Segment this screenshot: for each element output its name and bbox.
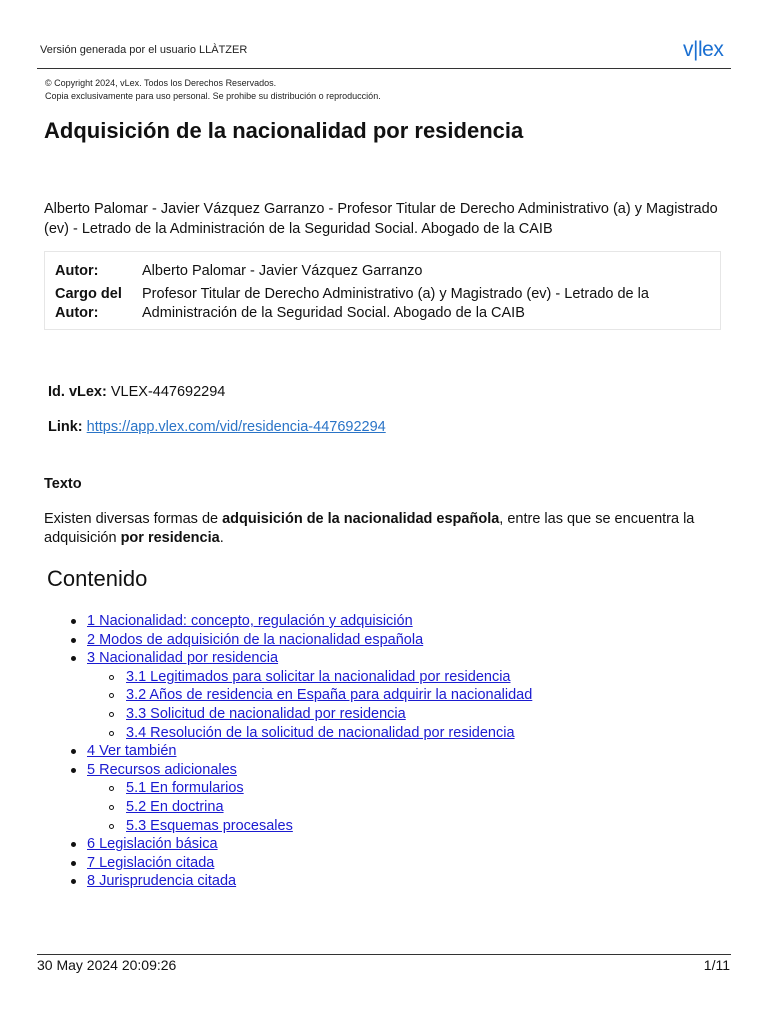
- intro-bold-2: por residencia: [120, 530, 220, 546]
- toc-item: [60, 686, 532, 705]
- header-divider: [37, 68, 731, 69]
- toc-item: [60, 872, 532, 891]
- vlex-id-label: Id. vLex:: [48, 384, 107, 400]
- toc-item: [60, 649, 532, 668]
- toc-link[interactable]: 5.3 Esquemas procesales: [126, 817, 293, 834]
- toc-item: [60, 612, 532, 631]
- bullet-icon: [71, 861, 76, 866]
- footer-divider: [37, 954, 731, 955]
- hollow-bullet-icon: [109, 693, 114, 698]
- intro-text-2: , entre las que se encuentra la adquisición: [44, 511, 695, 546]
- toc-item: [60, 631, 532, 650]
- vlex-id-line: [48, 384, 225, 400]
- toc-item: [60, 798, 532, 817]
- texto-heading: Texto: [44, 476, 82, 492]
- intro-text-3: .: [219, 530, 224, 546]
- footer-timestamp: 30 May 2024 20:09:26: [37, 957, 177, 973]
- bullet-icon: [71, 768, 76, 773]
- intro-paragraph: [44, 510, 724, 548]
- toc-item: [60, 854, 532, 873]
- toc-item: [60, 724, 532, 743]
- toc-link[interactable]: 2 Modos de adquisición de la nacionalidad española: [87, 631, 424, 648]
- table-of-contents: [60, 612, 532, 891]
- vlex-logo[interactable]: [683, 38, 723, 62]
- contenido-heading: Contenido: [47, 566, 148, 591]
- bullet-icon: [71, 619, 76, 624]
- hollow-bullet-icon: [109, 805, 114, 810]
- page-number: 1/11: [703, 957, 730, 973]
- toc-link[interactable]: 5.2 En doctrina: [126, 798, 224, 815]
- bullet-icon: [71, 656, 76, 661]
- intro-bold-1: adquisición de la nacionalidad española: [222, 511, 500, 527]
- hollow-bullet-icon: [109, 712, 114, 717]
- author-position-label: Cargo del Autor:: [55, 286, 122, 321]
- toc-link[interactable]: 8 Jurisprudencia citada: [87, 873, 237, 890]
- copyright-line-2: Copia exclusivamente para uso personal. Se prohibe su distribución o reproducción.: [45, 91, 381, 101]
- toc-item: [60, 817, 532, 836]
- bullet-icon: [71, 879, 76, 884]
- author-value: Alberto Palomar - Javier Vázquez Garranzo: [142, 263, 423, 279]
- document-title: Adquisición de la nacionalidad por residencia: [44, 118, 524, 143]
- bullet-icon: [71, 638, 76, 643]
- toc-link[interactable]: 5 Recursos adicionales: [87, 761, 237, 778]
- toc-link[interactable]: 6 Legislación básica: [87, 836, 218, 853]
- vlex-id-value: VLEX-447692294: [110, 384, 226, 400]
- logo-bar: |: [693, 38, 698, 61]
- toc-item: [60, 742, 532, 761]
- toc-link[interactable]: 4 Ver también: [87, 743, 177, 760]
- toc-link[interactable]: 7 Legislación citada: [87, 854, 215, 871]
- toc-item: [60, 835, 532, 854]
- author-label: Autor:: [55, 263, 99, 279]
- hollow-bullet-icon: [109, 675, 114, 680]
- generated-by-text: Versión generada por el usuario LLÀTZER: [40, 44, 248, 56]
- document-link-line: [48, 419, 386, 435]
- toc-item: [60, 779, 532, 798]
- logo-v: v: [683, 38, 693, 61]
- hollow-bullet-icon: [109, 731, 114, 736]
- toc-link[interactable]: 1 Nacionalidad: concepto, regulación y adquisición: [87, 613, 413, 629]
- bullet-icon: [71, 749, 76, 754]
- bullet-icon: [71, 842, 76, 847]
- logo-lex: lex: [697, 38, 724, 61]
- document-link-label: Link:: [48, 419, 83, 435]
- toc-link[interactable]: 3.1 Legitimados para solicitar la nacionalidad por residencia: [126, 668, 511, 685]
- toc-link[interactable]: 5.1 En formularios: [126, 780, 244, 797]
- intro-text-1: Existen diversas formas de: [44, 511, 223, 527]
- toc-link[interactable]: 3.3 Solicitud de nacionalidad por residencia: [126, 705, 406, 722]
- toc-item: [60, 761, 532, 780]
- authors-paragraph: Alberto Palomar - Javier Vázquez Garranzo - Profesor Titular de Derecho Administrativo (a) y Magistrado (ev) - Letrado de la Administración de la Seguridad Social. Abogado de la CAIB: [44, 201, 718, 237]
- author-metadata-box: [44, 251, 721, 330]
- copyright-notice: [45, 77, 381, 103]
- toc-item: [60, 668, 532, 687]
- toc-link[interactable]: 3 Nacionalidad por residencia: [87, 650, 279, 667]
- document-link[interactable]: https://app.vlex.com/vid/residencia-447692294: [86, 419, 386, 435]
- author-position-value: Profesor Titular de Derecho Administrativo (a) y Magistrado (ev) - Letrado de la Administración de la Seguridad Social. Abogado de la CAIB: [142, 286, 649, 321]
- hollow-bullet-icon: [109, 824, 114, 829]
- toc-link[interactable]: 3.4 Resolución de la solicitud de nacionalidad por residencia: [126, 724, 515, 741]
- hollow-bullet-icon: [109, 786, 114, 791]
- toc-item: [60, 705, 532, 724]
- copyright-line-1: © Copyright 2024, vLex. Todos los Derechos Reservados.: [45, 78, 277, 88]
- toc-link[interactable]: 3.2 Años de residencia en España para adquirir la nacionalidad: [126, 687, 533, 704]
